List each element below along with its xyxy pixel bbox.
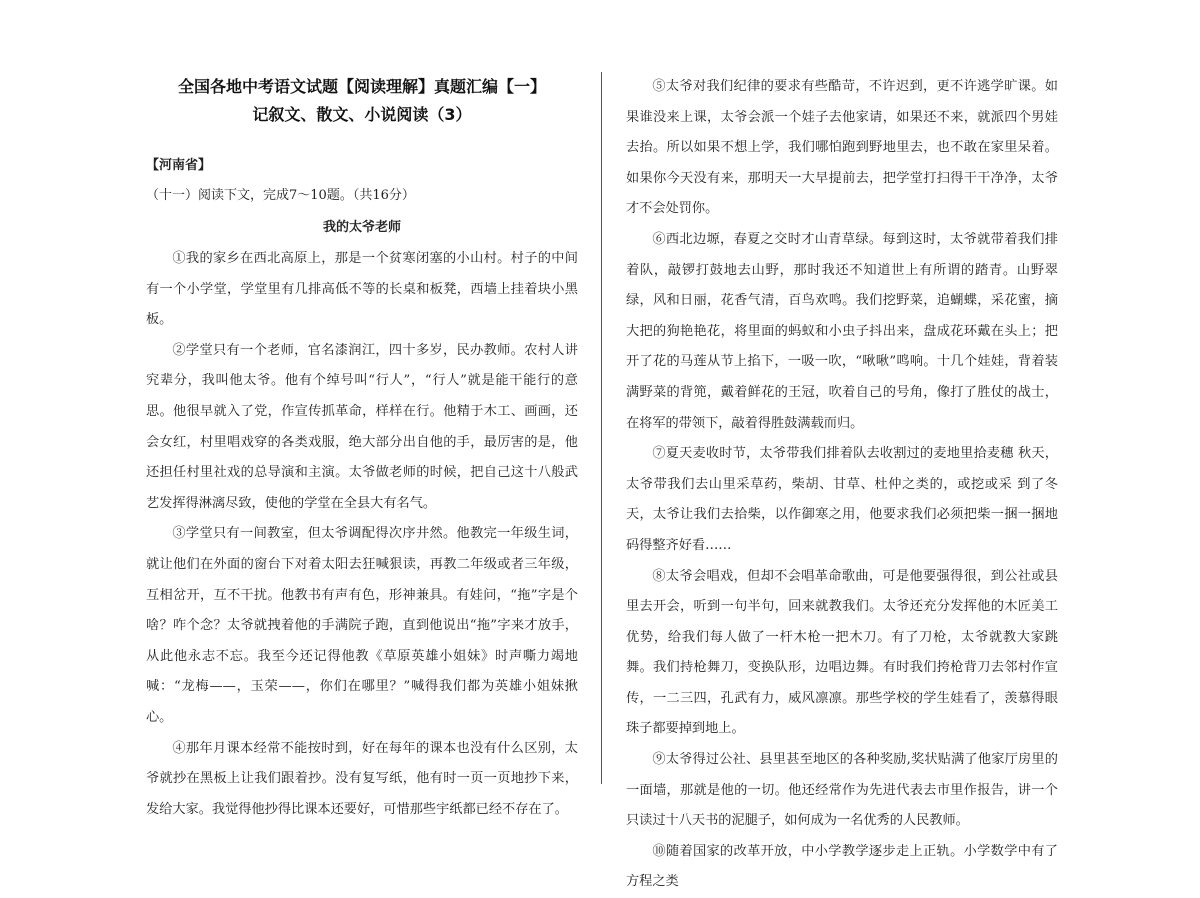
left-column (146, 244, 578, 825)
question-instruction: （十一）阅读下文，完成7～10题。（共16分） (146, 188, 415, 203)
paragraph-2: ②学堂只有一个老师，官名漆润江，四十多岁，民办教师。农村人讲究辈分，我叫他太爷。他有个绰号叫“行人”，“行人”就是能干能行的意思。他很早就入了党，作宣传抓革命，样样在行。他精于木工、画画，还会女红，村里唱戏穿的各类戏服，绝大部分出自他的手，最厉害的是，他还担任村里社戏的总导演和主演。太爷做老师的时候，把自己这十八般武艺发挥得淋漓尽致，使他的学堂在全县大有名气。 (146, 342, 578, 511)
paragraph-7: ⑦夏天麦收时节，太爷带我们排着队去收割过的麦地里拾麦穗 秋天，太爷带我们去山里采草药，柴胡、甘草、杜仲之类的，或挖或采 到了冬天，太爷让我们去拾柴，以作御寒之用，他要求我们必须把柴一捆一捆地码得整齐好看…… (626, 446, 1058, 553)
province-label: 【河南省】 (146, 158, 212, 173)
paragraph-4: ④那年月课本经常不能按时到，好在每年的课本也没有什么区别，太爷就抄在黑板上让我们跟着抄。没有复写纸，他有时一页一页地抄下来，发给大家。我觉得他抄得比课本还要好，可惜那些宇纸都已经不存在了。 (146, 740, 578, 817)
document-title: 全国各地中考语文试题【阅读理解】真题汇编【一】 (177, 77, 546, 96)
document-subtitle: 记叙文、散文、小说阅读（3） (252, 105, 472, 124)
paragraph-1: ①我的家乡在西北高原上，那是一个贫寒闭塞的小山村。村子的中间有一个小学堂，学堂里有几排高低不等的长桌和板凳，西墙上挂着块小黑板。 (146, 251, 578, 328)
story-title: 我的太爷老师 (322, 220, 401, 235)
paragraph-6: ⑥西北边塬，春夏之交时才山青草绿。每到这时，太爷就带着我们排着队，敲锣打鼓地去山野，那时我还不知道世上有所谓的踏青。山野翠绿，风和日丽，花香气清，百鸟欢鸣。我们挖野菜，追蝴蝶，采花蜜，摘大把的狗艳艳花，将里面的蚂蚁和小虫子抖出来，盘成花环戴在头上；把开了花的马莲从节上掐下，一吸一吹，“啾啾”鸣响。十几个娃娃，背着装满野菜的背篼，戴着鲜花的王冠，吹着自己的号角，像打了胜仗的战士，在将军的带领下，敲着得胜鼓满载而归。 (626, 231, 1058, 431)
paragraph-5: ⑤太爷对我们纪律的要求有些酷苛，不许迟到，更不许逃学旷课。如果谁没来上课，太爷会派一个娃子去他家请，如果还不来，就派四个男娃去抬。所以如果不想上学，我们哪怕跑到野地里去，也不敢在家里呆着。如果你今天没有来，那明天一大早提前去，把学堂打扫得干干净净，太爷才不会处罚你。 (626, 79, 1058, 217)
paragraph-3: ③学堂只有一间教室，但太爷调配得次序井然。他教完一年级生词，就让他们在外面的窗台下对着太阳去狂喊狠读，再教二年级或者三年级，互相岔开，互不干扰。他教书有声有色，形神兼具。有娃问，“拖”字是个啥？咋个念？太爷就拽着他的手满院子跑，直到他说出“拖”字来才放手，从此他永志不忘。我至今还记得他教《草原英雄小姐妹》时声嘶力竭地喊：“龙梅——，玉荣——，你们在哪里？”喊得我们都为英雄小姐妹揪心。 (146, 526, 578, 725)
column-divider (601, 72, 602, 784)
right-column (626, 72, 1058, 898)
paragraph-9: ⑨太爷得过公社、县里甚至地区的各种奖励,奖状贴满了他家厅房里的一面墙，那就是他的一切。他还经常作为先进代表去市里作报告，讲一个只读过十八天书的泥腿子，如何成为一名优秀的人民教师。 (626, 752, 1058, 829)
paragraph-8: ⑧太爷会唱戏，但却不会唱革命歌曲，可是他要强得很，到公社或县里去开会，听到一句半句，回来就教我们。太爷还充分发挥他的木匠美工优势，给我们每人做了一杆木枪一把木刀。有了刀枪，太爷就教大家跳舞。我们持枪舞刀，变换队形，边唱边舞。有时我们挎枪背刀去邻村作宣传，一二三四，孔武有力，威风凛凛。那些学校的学生娃看了，羡慕得眼珠子都要掉到地上。 (626, 568, 1058, 737)
paragraph-10: ⑩随着国家的改革开放，中小学教学逐步走上正轨。小学数学中有了方程之类 (626, 843, 1058, 890)
